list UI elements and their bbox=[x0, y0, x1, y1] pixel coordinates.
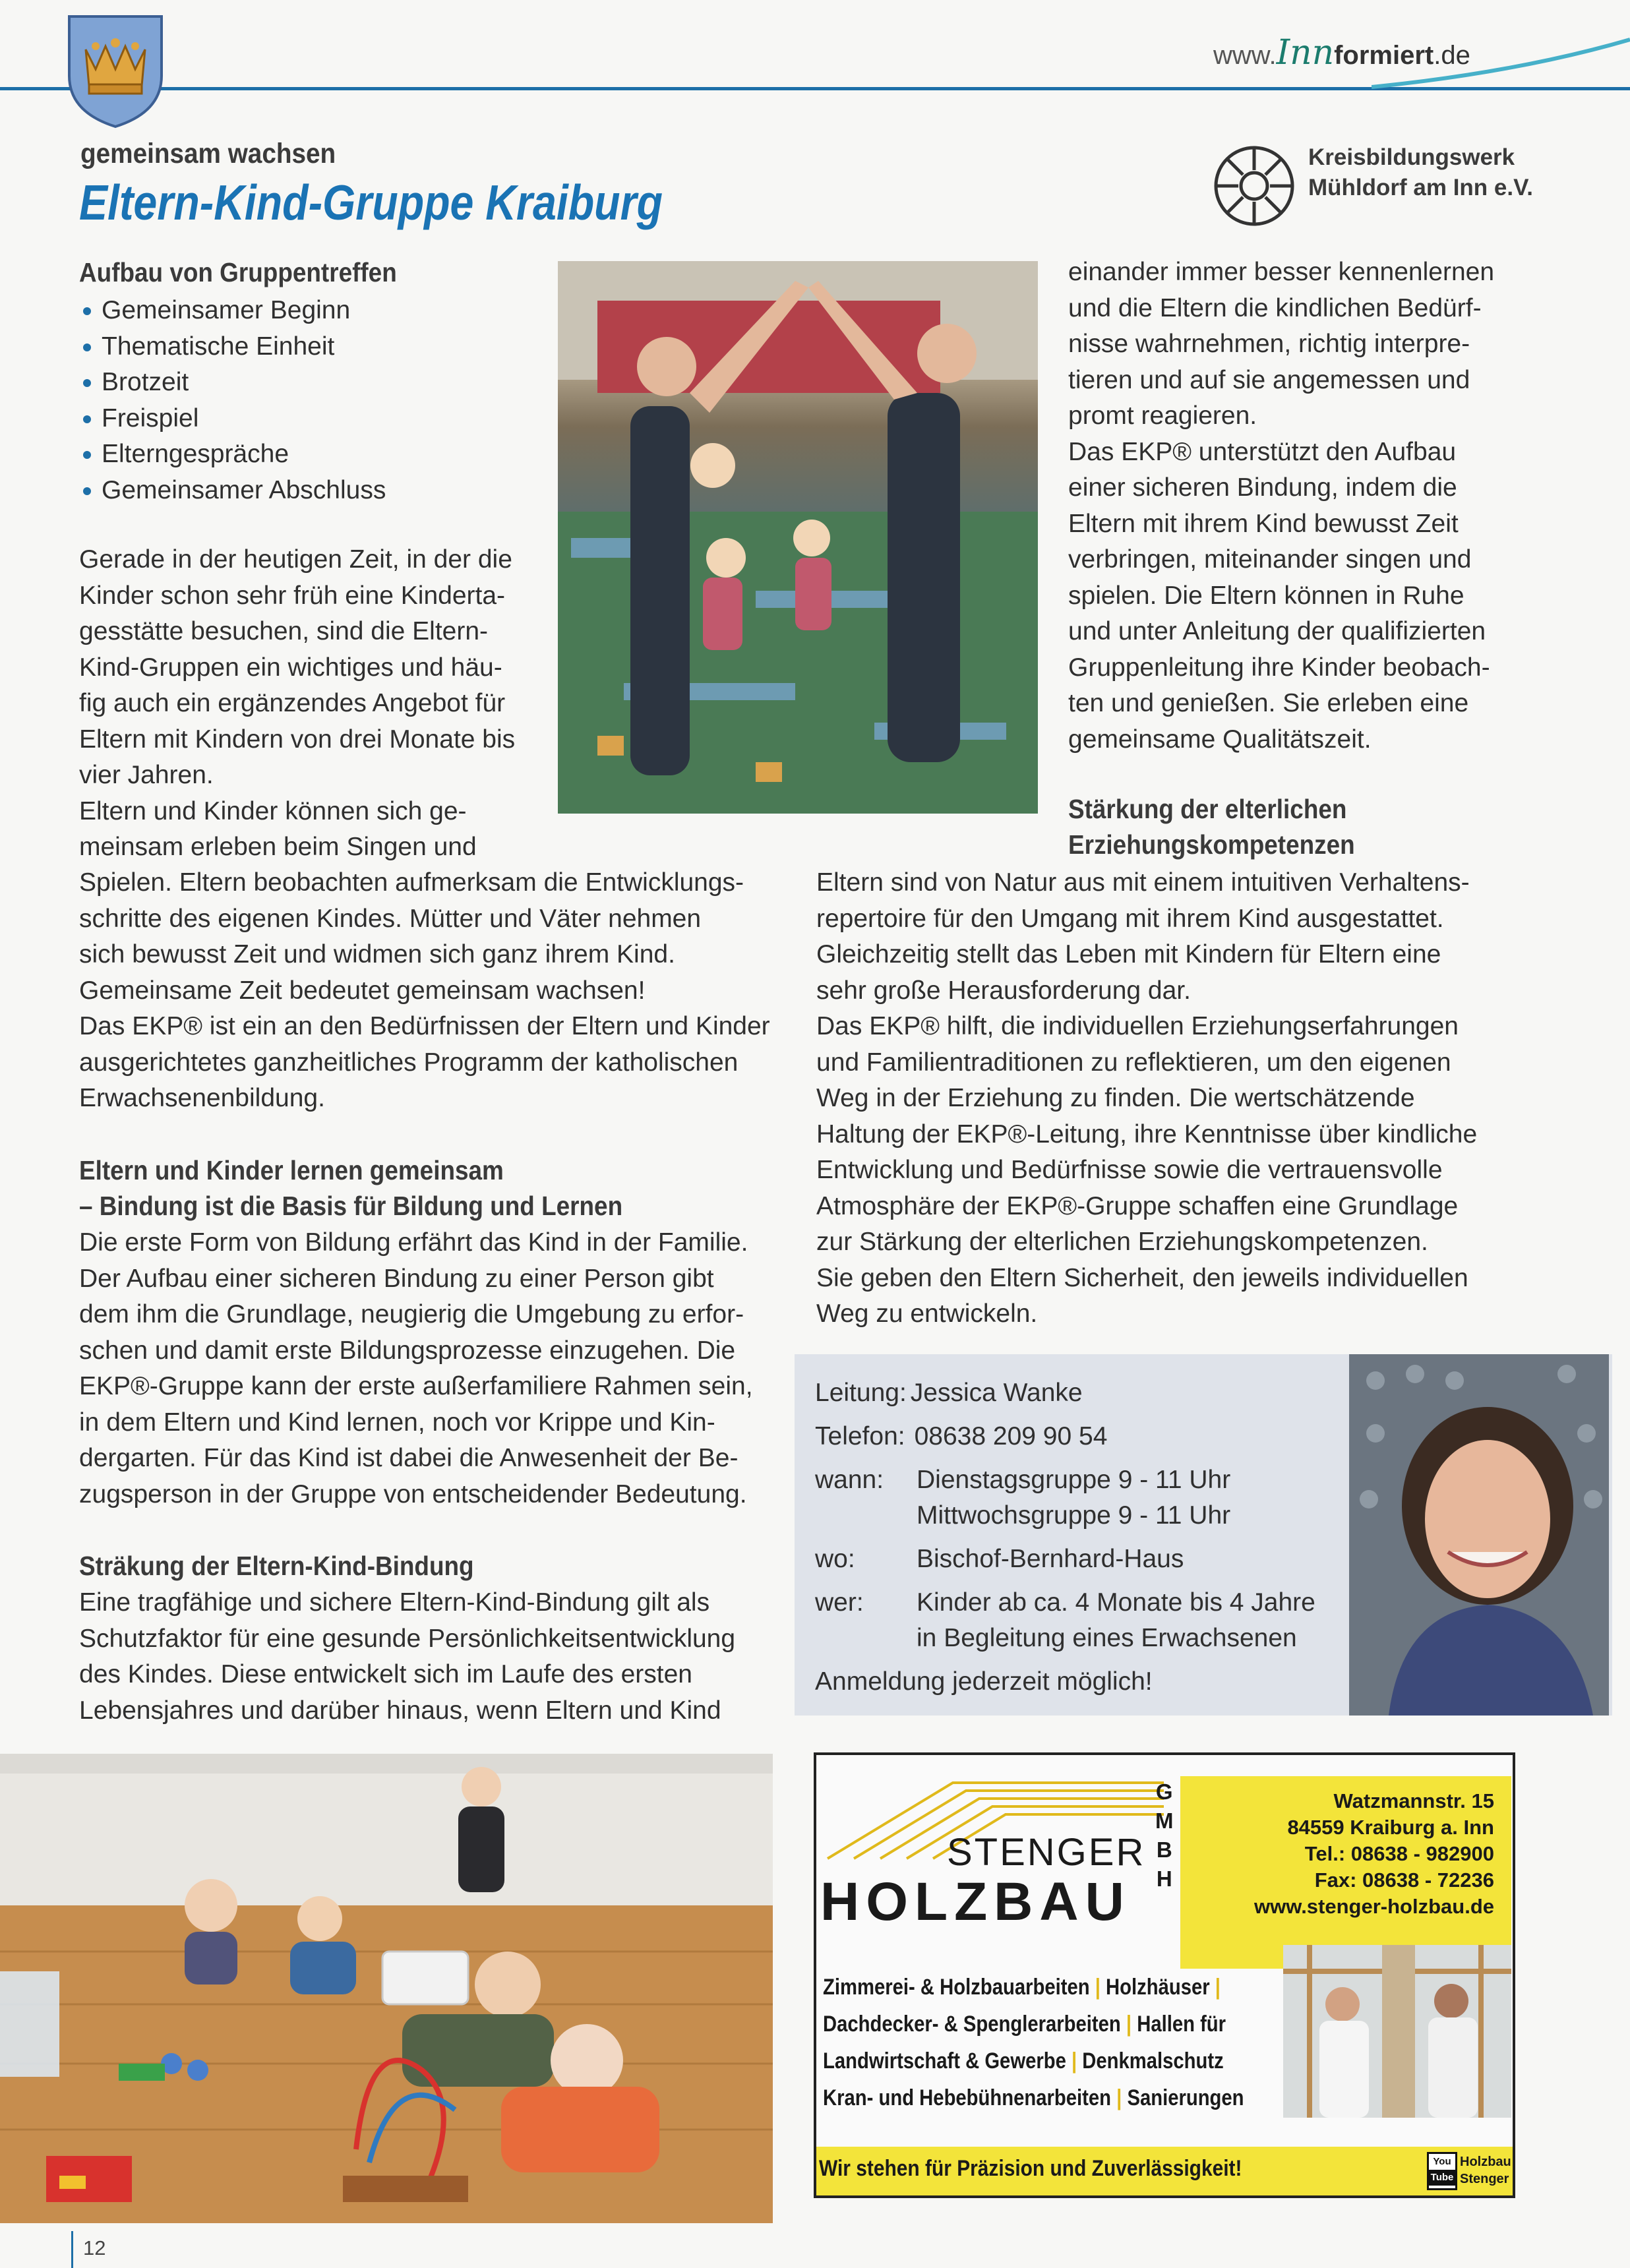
article-title: Eltern-Kind-Gruppe Kraiburg bbox=[79, 175, 663, 230]
youtube-channel-label[interactable]: Holzbau Stenger bbox=[1460, 2155, 1511, 2186]
site-prefix: www. bbox=[1213, 41, 1277, 70]
info-value: Bischof-Bernhard-Haus bbox=[917, 1545, 1184, 1573]
section-heading-kompetenzen: Stärkung der elterlichen Erziehungskompetenzen bbox=[1068, 794, 1355, 860]
list-item: Elterngespräche bbox=[79, 436, 386, 473]
ad-carpenters-photo bbox=[1283, 1945, 1511, 2118]
ad-city: 84559 Kraiburg a. Inn bbox=[1287, 1816, 1494, 1839]
service-line: Landwirtschaft & Gewerbe | Denkmalschutz bbox=[823, 2048, 1224, 2074]
site-brand: Inn bbox=[1276, 33, 1335, 73]
info-row-wann bbox=[815, 1462, 1356, 1534]
info-value: Mittwochsgruppe 9 - 11 Uhr bbox=[917, 1501, 1231, 1530]
info-value: in Begleitung eines Erwachsenen bbox=[917, 1624, 1297, 1652]
service-line: Kran- und Hebebühnenarbeiten | Sanierungen bbox=[823, 2085, 1244, 2110]
info-row-telefon bbox=[815, 1419, 1356, 1454]
kompetenzen-paragraph: Eltern sind von Natur aus mit einem intuitiven Verhaltens- repertoire für den Umgang mit ihrem Kind ausgestattet. Gleichzeitig stellt das Leben mit Kindern für Eltern eine sehr große Herausforderung dar. Das EKP® hilft, die individuellen Erziehungserfahrungen und Familientraditionen zu reflektieren, um den eigenen Weg in der Erziehung zu finden. Die wertschätzende Haltung der EKP®-Leitung, ihre Kenntnisse über kindliche Entwicklung und Bedürfnisse sowie die vertrauensvolle Atmosphäre der EKP®-Gruppe schaffen eine Grundlage zur Stärkung der elterlichen Erziehungskompetenzen. Sie geben den Eltern Sicherheit, den jeweils individuellen Weg zu entwickeln. bbox=[816, 868, 1478, 1328]
info-value: Kinder ab ca. 4 Monate bis 4 Jahre bbox=[917, 1588, 1315, 1617]
ad-services bbox=[823, 1969, 1244, 2116]
bindung-paragraph: Eine tragfähige und sichere Eltern-Kind-Bindung gilt als Schutzfaktor für eine gesunde Persönlichkeitsentwicklung des Kindes. Diese entwickelt sich im Laufe des ersten Lebensjahres und darüber hinaus, wenn Eltern und Kind bbox=[79, 1588, 736, 1725]
info-details bbox=[815, 1375, 1356, 1700]
agenda-list bbox=[79, 293, 386, 508]
service-line: Dachdecker- & Spenglerarbeiten | Hallen für bbox=[823, 2012, 1226, 2037]
intro-paragraph: Gerade in der heutigen Zeit, in der die Kinder schon sehr früh eine Kinderta- gesstätte besuchen, sind die Eltern- Kind-Gruppen ein wichtiges und häu- fig auch ein ergänzendes Angebot für Eltern mit Kindern von drei Monate bis vier Jahren. Eltern und Kinder können sich ge- meinsam erleben beim Singen und bbox=[79, 545, 516, 861]
coat-of-arms-icon bbox=[66, 13, 165, 129]
list-item: Thematische Einheit bbox=[79, 329, 386, 365]
ad-website-link[interactable]: www.stenger-holzbau.de bbox=[1254, 1895, 1494, 1918]
info-row-wer bbox=[815, 1585, 1356, 1656]
ad-company-name-top: STENGER bbox=[947, 1831, 1146, 1874]
page-number-rule bbox=[71, 2231, 73, 2268]
ad-phone[interactable]: Tel.: 08638 - 982900 bbox=[1304, 1842, 1494, 1865]
registration-note: Anmeldung jederzeit möglich! bbox=[815, 1667, 1153, 1696]
info-label: wann: bbox=[815, 1466, 884, 1494]
info-value: Dienstagsgruppe 9 - 11 Uhr bbox=[917, 1466, 1231, 1494]
leader-portrait bbox=[1349, 1354, 1609, 1716]
article-kicker: gemeinsam wachsen bbox=[80, 138, 336, 169]
info-label: wer: bbox=[815, 1588, 864, 1617]
ad-gmbh: G M B H bbox=[1155, 1779, 1174, 1891]
header-curve bbox=[1372, 0, 1630, 92]
agenda-heading: Aufbau von Gruppentreffen bbox=[79, 257, 397, 287]
org-name-line1: Kreisbildungswerk bbox=[1308, 144, 1515, 170]
group-photo bbox=[558, 261, 1038, 814]
intro-paragraph-wide: Spielen. Eltern beobachten aufmerksam die Entwicklungs- schritte des eigenen Kindes. Mütter und Väter nehmen sich bewusst Zeit und widmen sich ganz ihrem Kind. Gemeinsame Zeit bedeutet gemeinsam wachsen! Das EKP® ist ein an den Bedürfnissen der Eltern und Kinder ausgerichtetes ganzheitliches Programm der katholischen Erwachsenenbildung. bbox=[79, 868, 770, 1112]
list-item: Gemeinsamer Abschluss bbox=[79, 473, 386, 509]
info-label: Leitung: bbox=[815, 1379, 907, 1407]
right-paragraph: einander immer besser kennenlernen und die Eltern die kindlichen Bedürf- nisse wahrnehmen, richtig interpre- tieren und auf sie angemessen und promt reagieren. Das EKP® unterstützt den Aufbau einer sicheren Bindung, indem die Eltern mit ihrem Kind bewusst Zeit verbringen, miteinander singen und spielen. Die Eltern können in Ruhe und unter Anleitung der qualifizierten Gruppenleitung ihre Kinder beobach- ten und genießen. Sie erleben eine gemeinsame Qualitätszeit. bbox=[1068, 258, 1495, 754]
lernen-paragraph: Die erste Form von Bildung erfährt das Kind in der Familie. Der Aufbau einer sicheren Bindung zu einer Person gibt dem ihm die Grundlage, neugierig die Umgebung zu erfor- schen und damit erste Bildungsprozesse einzugehen. Die EKP®-Gruppe kann der erste außerfamiliere Rahmen sein, in dem Eltern und Kind lernen, noch vor Krippe und Kin- dergarten. Für das Kind ist dabei die Anwesenheit der Be- zugsperson in der Gruppe von entscheidender Bedeutung. bbox=[79, 1228, 753, 1508]
list-item: Brotzeit bbox=[79, 365, 386, 401]
ad-company-name-bottom: HOLZBAU bbox=[820, 1872, 1131, 1932]
section-heading-lernen: Eltern und Kinder lernen gemeinsam – Bindung ist die Basis für Bildung und Lernen bbox=[79, 1155, 623, 1221]
info-label: wo: bbox=[815, 1545, 855, 1573]
ad-address bbox=[1193, 1788, 1494, 1920]
info-label: Telefon: bbox=[815, 1422, 905, 1450]
babies-playing-photo bbox=[0, 1754, 773, 2223]
service-line: Zimmerei- & Holzbauarbeiten | Holzhäuser | bbox=[823, 1975, 1221, 2000]
org-name bbox=[1308, 142, 1533, 203]
org-name-line2: Mühldorf am Inn e.V. bbox=[1308, 175, 1533, 200]
ad-street: Watzmannstr. 15 bbox=[1333, 1789, 1494, 1812]
site-rest: formiert bbox=[1334, 41, 1434, 70]
info-row-leitung bbox=[815, 1375, 1356, 1411]
list-item: Freispiel bbox=[79, 401, 386, 437]
info-row-wo bbox=[815, 1541, 1356, 1577]
youtube-icon[interactable]: You Tube bbox=[1427, 2152, 1457, 2190]
phone-number[interactable]: 08638 209 90 54 bbox=[914, 1422, 1108, 1450]
info-value: Jessica Wanke bbox=[910, 1379, 1083, 1407]
ad-fax: Fax: 08638 - 72236 bbox=[1314, 1868, 1494, 1892]
org-logo-icon bbox=[1212, 144, 1296, 228]
site-suffix: .de bbox=[1434, 41, 1470, 70]
ad-slogan: Wir stehen für Präzision und Zuverlässigkeit! bbox=[819, 2156, 1242, 2181]
section-heading-bindung: Sträkung der Eltern-Kind-Bindung bbox=[79, 1551, 474, 1581]
list-item: Gemeinsamer Beginn bbox=[79, 293, 386, 329]
page-number: 12 bbox=[83, 2236, 106, 2259]
